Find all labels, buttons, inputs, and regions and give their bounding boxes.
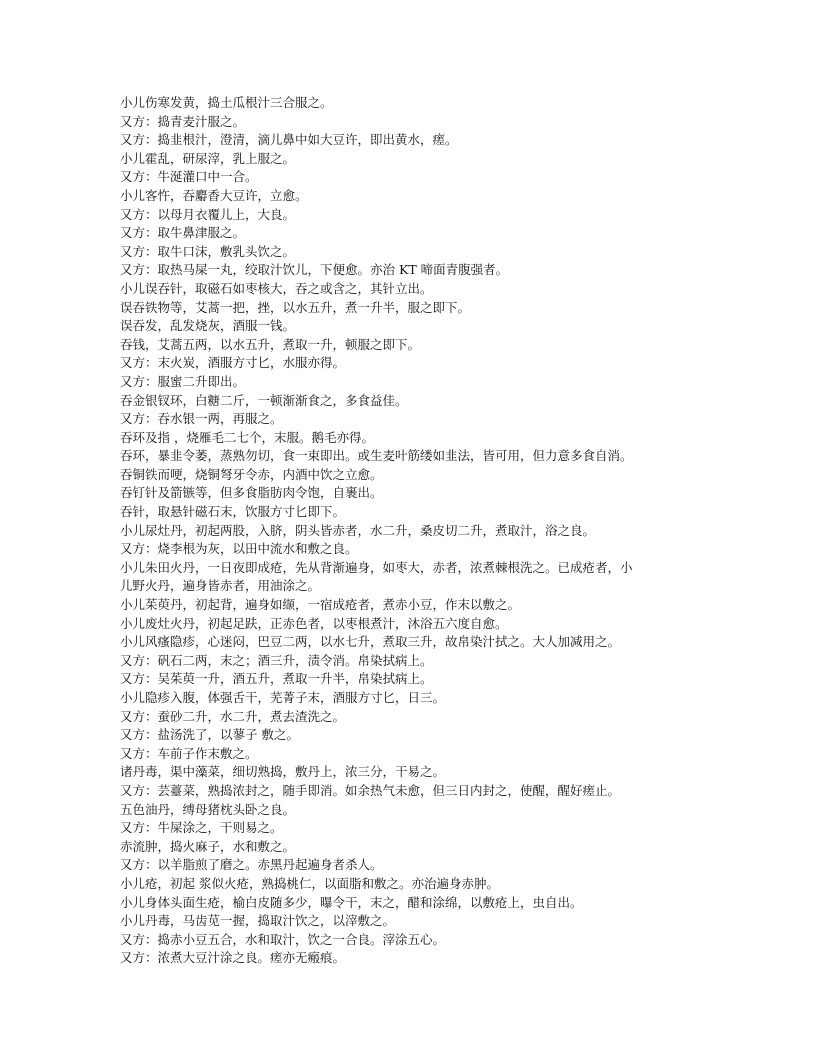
text-line: 小儿客忤，吞麝香大豆许，立愈。 — [120, 187, 308, 203]
text-line: 误吞铁物等，艾蒿一把，挫，以水五升，煮一升半，服之即下。 — [120, 299, 471, 315]
text-line: 又方：吴茱萸一升，酒五升，煮取一升半，帛染拭病上。 — [120, 671, 433, 687]
text-line: 又方：取热马屎一丸，绞取汁饮儿，下便愈。亦治 KT 啼面青腹强者。 — [120, 262, 509, 278]
text-line: 又方：捣青麦汁服之。 — [120, 113, 246, 129]
text-line: 小儿霍乱，研尿滓，乳上服之。 — [120, 150, 296, 166]
text-line: 小儿朱田火丹，一日夜即成疮，先从背渐遍身，如枣大，赤者，浓煮棘根洗之。已成疮者，小 — [120, 559, 633, 575]
document-body — [120, 94, 700, 968]
text-line: 小儿丹毒，马齿苋一握，捣取汁饮之，以滓敷之。 — [120, 913, 396, 929]
text-line: 又方：芸薹菜，熟捣浓封之，随手即消。如余热气未愈，但三日内封之，使醒，醒好瘥止。 — [120, 782, 621, 798]
text-line: 又方：取牛口沫，敷乳头饮之。 — [120, 243, 296, 259]
text-line: 吞环及指 ，烧雁毛二七个，末服。鹅毛亦得。 — [120, 429, 374, 445]
text-line: 又方：取牛鼻津服之。 — [120, 225, 246, 241]
text-line: 吞金银钗环，白糖二斤，一顿渐渐食之，多食益佳。 — [120, 392, 408, 408]
text-line: 又方：吞水银一两，再服之。 — [120, 411, 283, 427]
text-line: 小儿误吞针，取磁石如枣核大，吞之或含之，其针立出。 — [120, 280, 433, 296]
text-line: 又方：牛涎灌口中一合。 — [120, 169, 258, 185]
text-line: 又方：以羊脂煎了磨之。赤黑丹起遍身者杀人。 — [120, 857, 383, 873]
text-line: 又方：车前子作末敷之。 — [120, 745, 258, 761]
text-line: 又方：服蜜二升即出。 — [120, 373, 246, 389]
text-line: 小儿隐疹入腹，体强舌干，芜菁子末，酒服方寸匕，日三。 — [120, 690, 446, 705]
text-line: 又方：矾石二两，末之；酒三升，渍令消。帛染拭病上。 — [120, 652, 433, 668]
text-line: 吞铜铁而哽，烧铜弩牙令赤，内酒中饮之立愈。 — [120, 466, 383, 482]
text-line: 儿野火丹，遍身皆赤者，用油涂之。 — [120, 578, 321, 594]
text-line: 又方：浓煮大豆汁涂之良。瘥亦无瘢痕。 — [120, 950, 346, 966]
text-line: 吞环，暴韭令萎，蒸熟勿切，食一束即出。或生麦叶筋缕如韭法，皆可用，但力意多食自消。 — [120, 448, 633, 464]
text-line: 小儿尿灶丹，初起两股，入脐，阴头皆赤者，水二升，桑皮切二升，煮取汁，浴之良。 — [120, 522, 596, 538]
text-line: 小儿废灶火丹，初起足趺，正赤色者，以枣根煮汁，沐浴五六度自愈。 — [120, 615, 508, 631]
text-line: 小儿疮，初起 浆似火疮，熟捣桃仁，以面脂和敷之。亦治遍身赤肿。 — [120, 875, 499, 891]
text-line: 小儿风瘙隐疹，心迷闷，巴豆二两，以水七升，煮取三升，故帛染汁拭之。大人加减用之。 — [120, 634, 621, 650]
text-line: 诸丹毒，渠中藻菜，细切熟捣，敷丹上，浓三分，干易之。 — [120, 764, 446, 780]
text-line: 又方：牛屎涂之，干则易之。 — [120, 820, 283, 836]
text-line: 又方：末火炭，酒服方寸匕，水服亦得。 — [120, 355, 346, 371]
text-line: 小儿身体头面生疮，榆白皮随多少，曝令干，末之，醋和涂绵，以敷疮上，虫自出。 — [120, 894, 583, 910]
text-line: 又方：捣韭根汁，澄清，滴儿鼻中如大豆许，即出黄水，瘥。 — [120, 132, 458, 148]
text-line: 又方：盐汤洗了，以蓼子 敷之。 — [120, 727, 299, 743]
text-line: 又方：以母月衣覆儿上，大良。 — [120, 206, 296, 222]
text-line: 又方：捣赤小豆五合，水和取汁，饮之一合良。滓涂五心。 — [120, 931, 446, 947]
text-line: 误吞发，乱发烧灰，酒服一钱。 — [120, 318, 296, 334]
text-line: 又方：蚕砂二升，水二升，煮去渣洗之。 — [120, 708, 346, 724]
text-line: 吞钱，艾蒿五两，以水五升，煮取一升，顿服之即下。 — [120, 336, 421, 352]
text-line: 小儿伤寒发黄，捣土瓜根汁三合服之。 — [120, 95, 333, 110]
text-line: 吞针，取悬针磁石末，饮服方寸匕即下。 — [120, 504, 346, 520]
text-line: 赤流肿，捣火麻子，水和敷之。 — [120, 838, 296, 854]
text-line: 小儿茱萸丹，初起背，遍身如缬，一宿成疮者，煮赤小豆，作末以敷之。 — [120, 597, 521, 613]
text-line: 吞钉针及箭镞等，但多食脂肪肉令饱，自裹出。 — [120, 485, 383, 501]
text-line: 五色油丹，缚母猪枕头卧之良。 — [120, 801, 296, 817]
text-line: 又方：烧李根为灰，以田中流水和敷之良。 — [120, 541, 358, 557]
